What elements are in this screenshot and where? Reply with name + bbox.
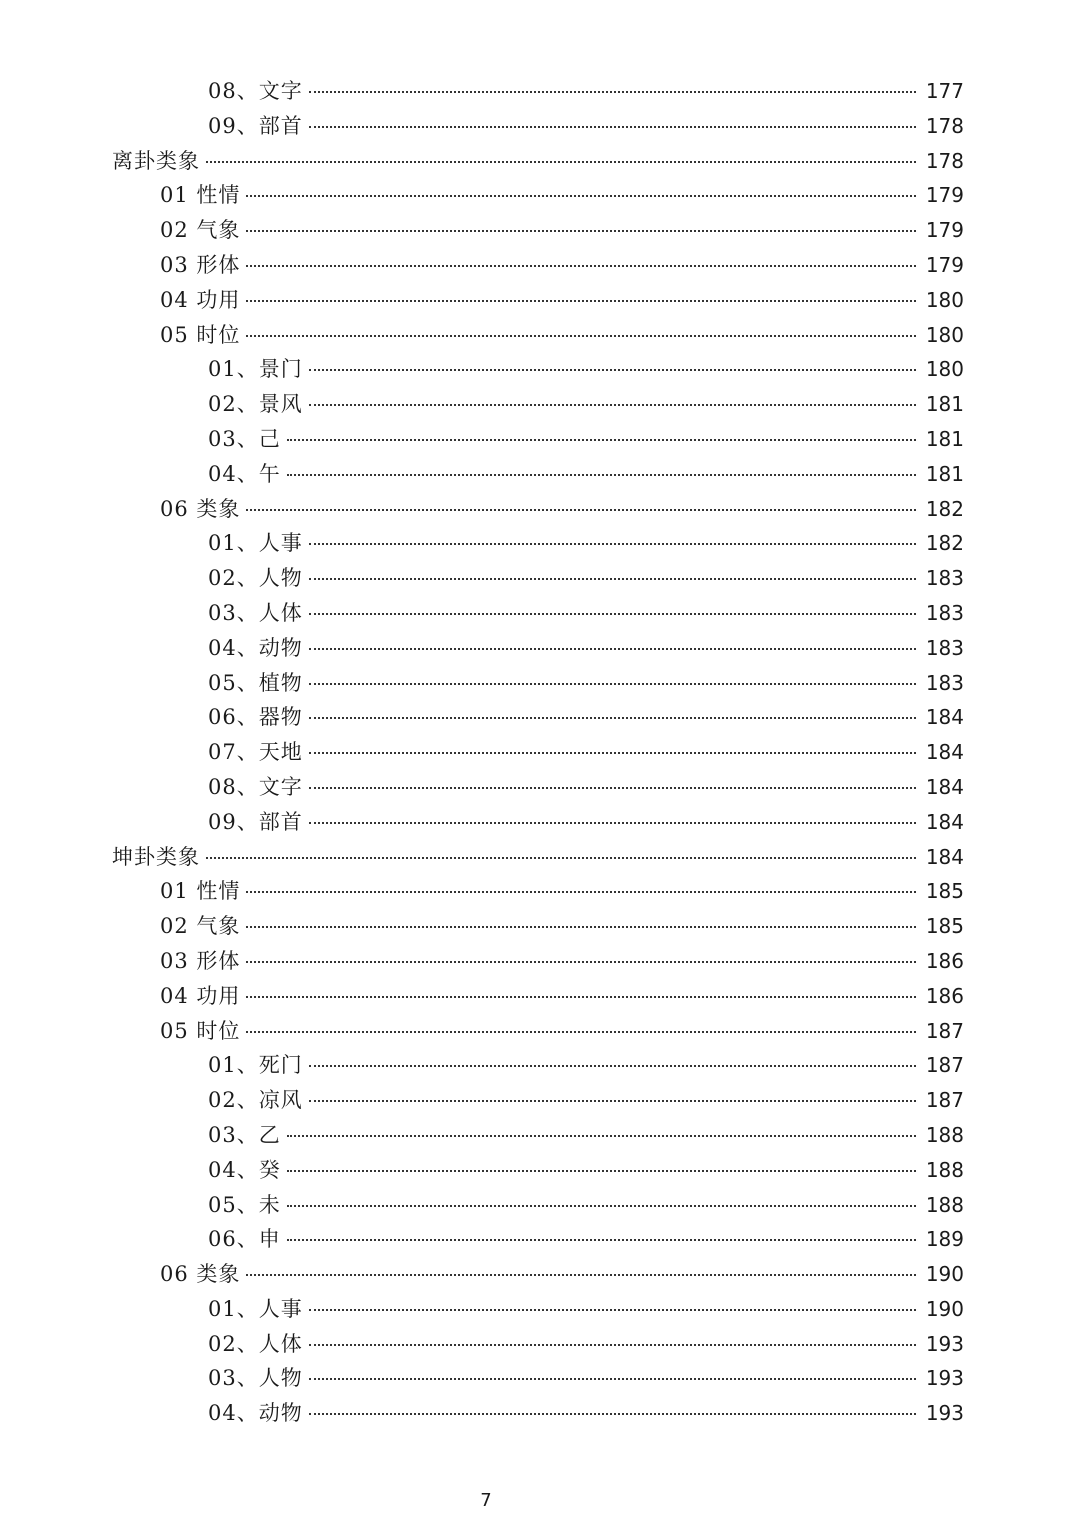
dot-leader xyxy=(309,1413,916,1415)
toc-entry[interactable] xyxy=(0,283,1080,318)
toc-entry-page: 184 xyxy=(925,809,964,834)
dot-leader xyxy=(206,857,916,859)
toc-entry[interactable] xyxy=(0,1327,1080,1362)
toc-entry-page: 179 xyxy=(925,183,964,208)
dot-leader xyxy=(309,578,916,580)
toc-chapter[interactable] xyxy=(0,144,1080,179)
dot-leader xyxy=(287,1205,916,1207)
toc-entry-label: 06、申 xyxy=(208,1227,281,1252)
dot-leader xyxy=(287,1239,916,1241)
toc-entry-page: 183 xyxy=(925,635,964,660)
toc-entry-label: 05 时位 xyxy=(160,322,241,347)
dot-leader xyxy=(246,265,916,267)
toc-entry[interactable] xyxy=(0,1292,1080,1327)
toc-entry-label: 02 气象 xyxy=(160,914,241,939)
toc-entry-page: 184 xyxy=(925,740,964,765)
dot-leader xyxy=(246,961,916,963)
toc-entry-label: 02 气象 xyxy=(160,218,241,243)
toc-entry-label: 04、癸 xyxy=(208,1157,281,1182)
toc-entry-page: 193 xyxy=(925,1366,964,1391)
toc-entry-page: 193 xyxy=(925,1401,964,1426)
toc-entry[interactable] xyxy=(0,805,1080,840)
toc-entry-label: 03、人体 xyxy=(208,600,303,625)
toc-entry-label: 03、己 xyxy=(208,426,281,451)
toc-entry-page: 187 xyxy=(925,1088,964,1113)
toc-entry-page: 183 xyxy=(925,670,964,695)
toc-entry-page: 188 xyxy=(925,1192,964,1217)
toc-entry[interactable] xyxy=(0,874,1080,909)
toc-entry-page: 186 xyxy=(925,948,964,973)
toc-entry-page: 178 xyxy=(925,113,964,138)
toc-entry-page: 185 xyxy=(925,914,964,939)
toc-entry-page: 184 xyxy=(925,844,964,869)
dot-leader xyxy=(309,613,916,615)
toc-entry[interactable] xyxy=(0,213,1080,248)
dot-leader xyxy=(246,195,916,197)
dot-leader xyxy=(309,126,916,128)
dot-leader xyxy=(206,161,916,163)
toc-entry-label: 02、人物 xyxy=(208,566,303,591)
toc-entry-label: 08、文字 xyxy=(208,79,303,103)
toc-entry-page: 182 xyxy=(925,531,964,556)
dot-leader xyxy=(246,509,916,511)
toc-entry-page: 185 xyxy=(925,879,964,904)
toc-entry[interactable] xyxy=(0,109,1080,144)
toc-entry-page: 190 xyxy=(925,1262,964,1287)
toc-entry[interactable] xyxy=(0,352,1080,387)
toc-entry-page: 181 xyxy=(925,426,964,451)
toc-entry-label: 02、景风 xyxy=(208,392,303,417)
dot-leader xyxy=(309,822,916,824)
table-of-contents xyxy=(0,74,1080,1431)
toc-entry-label: 03、人物 xyxy=(208,1366,303,1391)
toc-entry-page: 193 xyxy=(925,1331,964,1356)
toc-entry[interactable] xyxy=(0,979,1080,1014)
toc-entry[interactable] xyxy=(0,1153,1080,1188)
toc-entry[interactable] xyxy=(0,248,1080,283)
toc-entry-label: 01 性情 xyxy=(160,183,241,208)
toc-entry[interactable] xyxy=(0,1083,1080,1118)
toc-entry-label: 04 功用 xyxy=(160,983,241,1008)
toc-entry[interactable] xyxy=(0,492,1080,527)
toc-entry-label: 01、景门 xyxy=(208,357,303,382)
toc-entry-label: 01、人事 xyxy=(208,531,303,556)
dot-leader xyxy=(246,891,916,893)
dot-leader xyxy=(309,717,916,719)
toc-entry[interactable] xyxy=(0,944,1080,979)
toc-entry-page: 187 xyxy=(925,1018,964,1043)
toc-entry-label: 06 类象 xyxy=(160,1262,241,1287)
toc-entry[interactable] xyxy=(0,1396,1080,1431)
toc-entry-page: 181 xyxy=(925,461,964,486)
toc-entry-page: 179 xyxy=(925,252,964,277)
toc-entry-label: 05 时位 xyxy=(160,1018,241,1043)
toc-entry-label: 09、部首 xyxy=(208,113,303,138)
toc-entry[interactable] xyxy=(0,74,1080,109)
toc-entry-label: 02、凉风 xyxy=(208,1088,303,1113)
toc-entry[interactable] xyxy=(0,457,1080,492)
dot-leader xyxy=(246,926,916,928)
toc-entry-label: 01、人事 xyxy=(208,1296,303,1321)
toc-entry-page: 188 xyxy=(925,1157,964,1182)
toc-entry-label: 04 功用 xyxy=(160,287,241,312)
toc-entry[interactable] xyxy=(0,318,1080,353)
toc-entry-label: 03 形体 xyxy=(160,252,241,277)
dot-leader xyxy=(309,1309,916,1311)
toc-entry-label: 05、植物 xyxy=(208,670,303,695)
dot-leader xyxy=(309,1065,916,1067)
toc-entry-label: 09、部首 xyxy=(208,809,303,834)
toc-entry-page: 180 xyxy=(925,357,964,382)
dot-leader xyxy=(309,752,916,754)
toc-chapter[interactable] xyxy=(0,840,1080,875)
dot-leader xyxy=(246,230,916,232)
dot-leader xyxy=(287,474,916,476)
toc-entry-page: 184 xyxy=(925,774,964,799)
dot-leader xyxy=(246,996,916,998)
toc-entry-label: 01 性情 xyxy=(160,879,241,904)
toc-entry-label: 08、文字 xyxy=(208,774,303,799)
dot-leader xyxy=(309,369,916,371)
dot-leader xyxy=(309,648,916,650)
toc-entry-page: 180 xyxy=(925,322,964,347)
dot-leader xyxy=(246,1031,916,1033)
toc-entry-label: 离卦类象 xyxy=(112,148,200,173)
toc-entry-label: 03 形体 xyxy=(160,948,241,973)
toc-entry-page: 180 xyxy=(925,287,964,312)
toc-entry-page: 187 xyxy=(925,1053,964,1078)
toc-entry-label: 07、天地 xyxy=(208,740,303,765)
dot-leader xyxy=(246,300,916,302)
toc-entry[interactable] xyxy=(0,387,1080,422)
toc-entry-label: 坤卦类象 xyxy=(112,844,200,869)
toc-entry[interactable] xyxy=(0,1361,1080,1396)
toc-entry-page: 189 xyxy=(925,1227,964,1252)
page-number: 7 xyxy=(480,1490,492,1511)
dot-leader xyxy=(287,1135,916,1137)
toc-entry[interactable] xyxy=(0,631,1080,666)
toc-entry-label: 03、乙 xyxy=(208,1122,281,1147)
dot-leader xyxy=(287,439,916,441)
toc-entry-page: 179 xyxy=(925,218,964,243)
dot-leader xyxy=(309,683,916,685)
toc-entry[interactable] xyxy=(0,1222,1080,1257)
toc-entry[interactable] xyxy=(0,561,1080,596)
toc-entry-label: 01、死门 xyxy=(208,1053,303,1078)
toc-entry-page: 183 xyxy=(925,600,964,625)
toc-entry-label: 05、未 xyxy=(208,1192,281,1217)
toc-entry-page: 183 xyxy=(925,566,964,591)
toc-entry-page: 177 xyxy=(925,79,964,103)
toc-entry[interactable] xyxy=(0,422,1080,457)
dot-leader xyxy=(309,1100,916,1102)
dot-leader xyxy=(309,1344,916,1346)
toc-entry-page: 182 xyxy=(925,496,964,521)
toc-entry-label: 06、器物 xyxy=(208,705,303,730)
toc-entry[interactable] xyxy=(0,700,1080,735)
toc-entry[interactable] xyxy=(0,1257,1080,1292)
dot-leader xyxy=(309,404,916,406)
toc-entry[interactable] xyxy=(0,596,1080,631)
toc-entry-label: 04、动物 xyxy=(208,1401,303,1426)
toc-entry[interactable] xyxy=(0,1118,1080,1153)
toc-entry[interactable] xyxy=(0,1014,1080,1049)
toc-entry-label: 06 类象 xyxy=(160,496,241,521)
toc-entry[interactable] xyxy=(0,909,1080,944)
toc-entry-page: 190 xyxy=(925,1296,964,1321)
toc-entry-page: 181 xyxy=(925,392,964,417)
dot-leader xyxy=(309,787,916,789)
dot-leader xyxy=(309,543,916,545)
toc-entry[interactable] xyxy=(0,735,1080,770)
dot-leader xyxy=(246,1274,916,1276)
toc-entry-label: 02、人体 xyxy=(208,1331,303,1356)
toc-entry-page: 178 xyxy=(925,148,964,173)
toc-entry[interactable] xyxy=(0,1188,1080,1223)
dot-leader xyxy=(309,1378,916,1380)
toc-entry[interactable] xyxy=(0,178,1080,213)
toc-entry[interactable] xyxy=(0,526,1080,561)
dot-leader xyxy=(287,1170,916,1172)
toc-entry[interactable] xyxy=(0,770,1080,805)
toc-entry-label: 04、动物 xyxy=(208,635,303,660)
toc-entry[interactable] xyxy=(0,1048,1080,1083)
dot-leader xyxy=(246,335,916,337)
toc-entry-page: 184 xyxy=(925,705,964,730)
toc-entry-page: 188 xyxy=(925,1122,964,1147)
dot-leader xyxy=(309,91,916,93)
toc-entry-label: 04、午 xyxy=(208,461,281,486)
toc-entry[interactable] xyxy=(0,666,1080,701)
toc-entry-page: 186 xyxy=(925,983,964,1008)
